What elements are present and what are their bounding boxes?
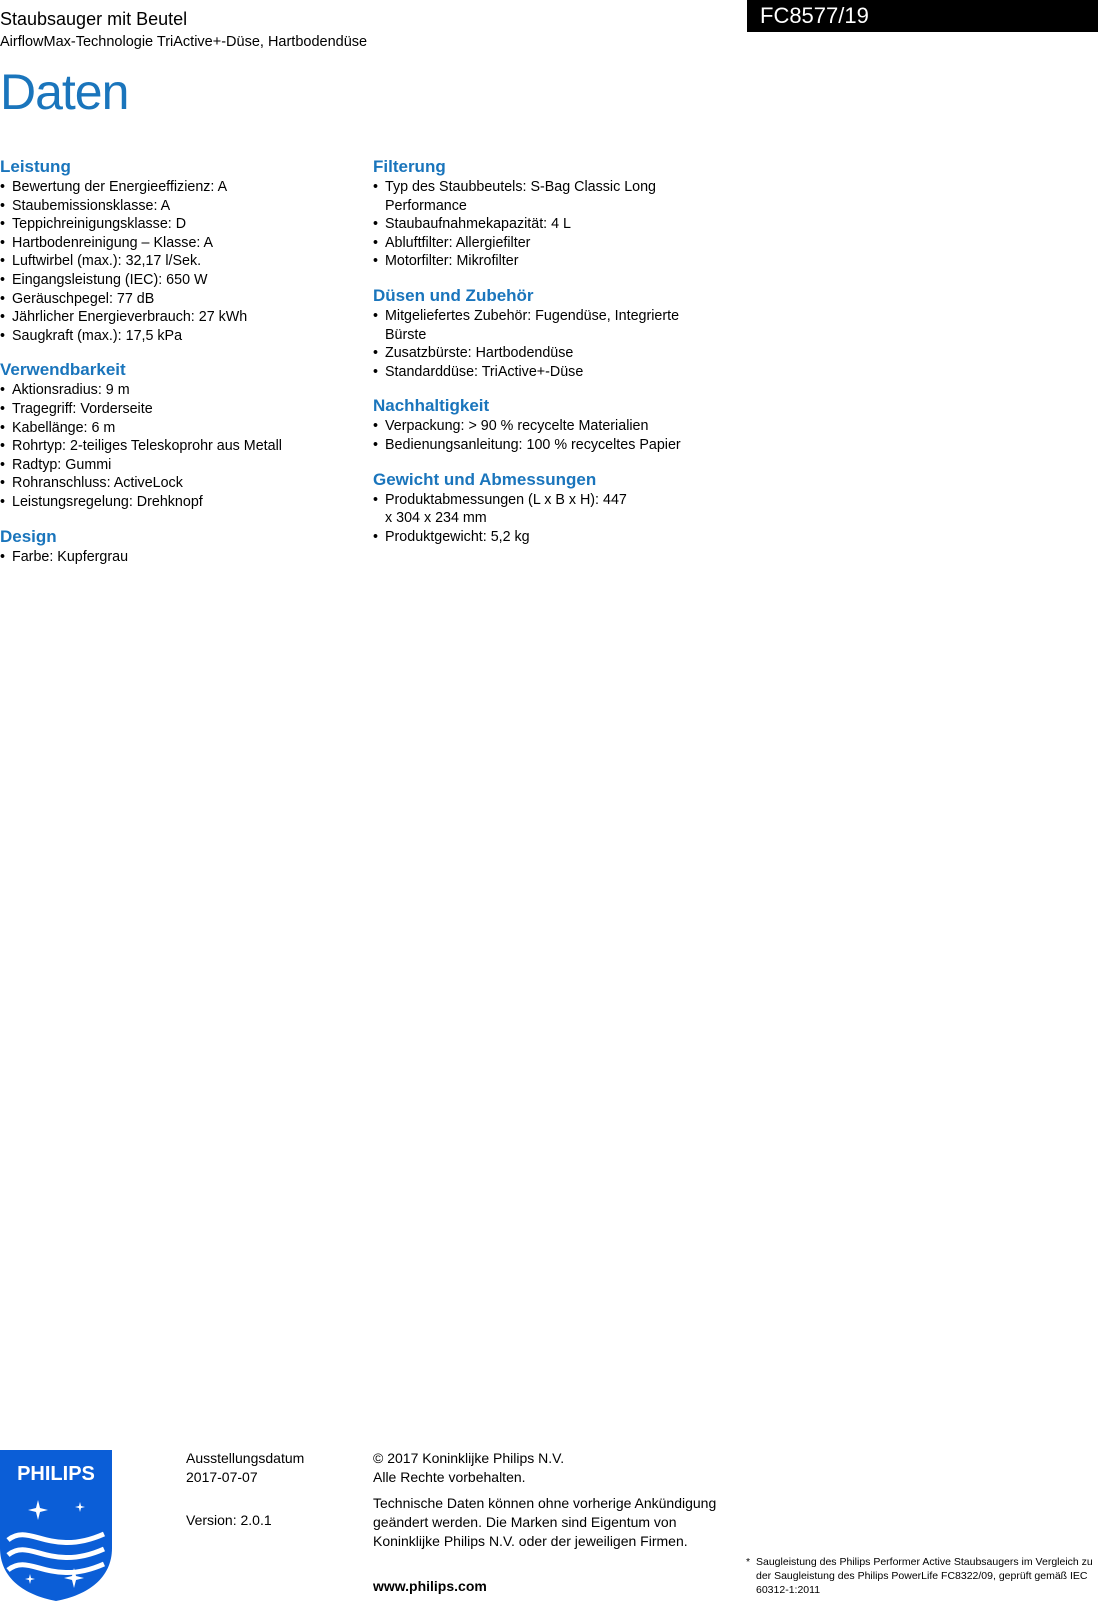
philips-logo — [0, 1450, 112, 1601]
list-item: • Motorfilter: Mikrofilter — [373, 252, 733, 271]
version: Version: 2.0.1 — [186, 1512, 272, 1528]
list-item: • Standarddüse: TriActive+-Düse — [373, 363, 733, 382]
list-item: • Teppichreinigungsklasse: D — [0, 215, 360, 234]
list-item: • Abluftfilter: Allergiefilter — [373, 234, 733, 253]
section-title: Verwendbarkeit — [0, 360, 126, 380]
copyright: © 2017 Koninklijke Philips N.V. — [373, 1450, 565, 1466]
list-item: • Farbe: Kupfergrau — [0, 548, 360, 567]
section-title: Nachhaltigkeit — [373, 396, 490, 416]
list-item: • Rohrtyp: 2-teiliges Teleskoprohr aus Metall — [0, 437, 360, 456]
page-title: Daten — [0, 64, 129, 120]
list-item: • Staubaufnahmekapazität: 4 L — [373, 215, 733, 234]
list-item: • Bedienungsanleitung: 100 % recyceltes Papier — [373, 436, 733, 455]
section-gewicht-abmessungen — [373, 469, 733, 547]
spec-list — [0, 178, 360, 345]
list-item: • Rohranschluss: ActiveLock — [0, 474, 360, 493]
spec-list — [0, 548, 360, 567]
section-verwendbarkeit — [0, 359, 360, 511]
section-filterung — [373, 156, 733, 271]
product-title: Staubsauger mit Beutel — [0, 9, 188, 29]
list-item: • Leistungsregelung: Drehknopf — [0, 493, 360, 512]
list-item: • Produktgewicht: 5,2 kg — [373, 528, 733, 547]
list-item: • Produktabmessungen (L x B x H): 447 x 304 x 234 mm — [373, 491, 635, 528]
list-item: • Kabellänge: 6 m — [0, 419, 360, 438]
model-badge: FC8577/19 — [747, 0, 1098, 32]
list-item: • Jährlicher Energieverbrauch: 27 kWh — [0, 308, 360, 327]
spec-list — [373, 307, 733, 381]
list-item: • Bewertung der Energieeffizienz: A — [0, 178, 360, 197]
section-title: Filterung — [373, 157, 446, 176]
section-title: Leistung — [0, 157, 71, 176]
section-nachhaltigkeit — [373, 395, 733, 454]
list-item: • Radtyp: Gummi — [0, 456, 360, 475]
list-item: • Verpackung: > 90 % recycelte Materialien — [373, 417, 733, 436]
list-item: • Tragegriff: Vorderseite — [0, 400, 360, 419]
disclaimer: Technische Daten können ohne vorherige Ankündigung geändert werden. Die Marken sind Eigentum von Koninklijke Philips N.V. oder der jeweiligen Firmen. — [373, 1495, 717, 1549]
list-item: • Geräuschpegel: 77 dB — [0, 290, 360, 309]
footnote — [746, 1555, 1098, 1597]
section-title: Design — [0, 526, 57, 546]
spec-list — [373, 417, 733, 454]
section-title: Düsen und Zubehör — [373, 285, 534, 305]
middle-column — [373, 156, 733, 560]
rights-reserved: Alle Rechte vorbehalten. — [373, 1469, 526, 1485]
spec-list — [0, 381, 360, 511]
section-leistung — [0, 156, 360, 345]
list-item: • Eingangsleistung (IEC): 650 W — [0, 271, 360, 290]
section-design — [0, 526, 360, 567]
list-item: • Hartbodenreinigung – Klasse: A — [0, 234, 360, 253]
list-item: • Aktionsradius: 9 m — [0, 381, 360, 400]
section-duesen-zubehoer — [373, 285, 733, 381]
issue-date: 2017-07-07 — [186, 1469, 258, 1485]
list-item: • Staubemissionsklasse: A — [0, 197, 360, 216]
list-item: • Zusatzbürste: Hartbodendüse — [373, 344, 733, 363]
product-subtitle: AirflowMax-Technologie TriActive+-Düse, Hartbodendüse — [0, 34, 368, 50]
logo-text: PHILIPS — [17, 1463, 95, 1485]
left-column — [0, 156, 360, 580]
philips-shield-icon — [0, 1450, 112, 1601]
website-link[interactable]: www.philips.com — [373, 1578, 487, 1594]
list-item: • Mitgeliefertes Zubehör: Fugendüse, Integrierte Bürste — [373, 307, 705, 344]
section-title: Gewicht und Abmessungen — [373, 469, 597, 489]
list-item: • Saugkraft (max.): 17,5 kPa — [0, 327, 360, 346]
spec-list — [373, 178, 733, 271]
footnote-text: Saugleistung des Philips Performer Active Staubsaugers im Vergleich zu der Saugleistung des Philips PowerLife FC8322/09, geprüft gemäß IEC 60312-1:2011 — [756, 1556, 1093, 1596]
footnote-mark: * — [746, 1556, 751, 1568]
issue-date-label: Ausstellungsdatum — [186, 1450, 305, 1466]
spec-list — [373, 491, 733, 547]
list-item: • Luftwirbel (max.): 32,17 l/Sek. — [0, 252, 360, 271]
list-item: • Typ des Staubbeutels: S-Bag Classic Long Performance — [373, 178, 675, 215]
